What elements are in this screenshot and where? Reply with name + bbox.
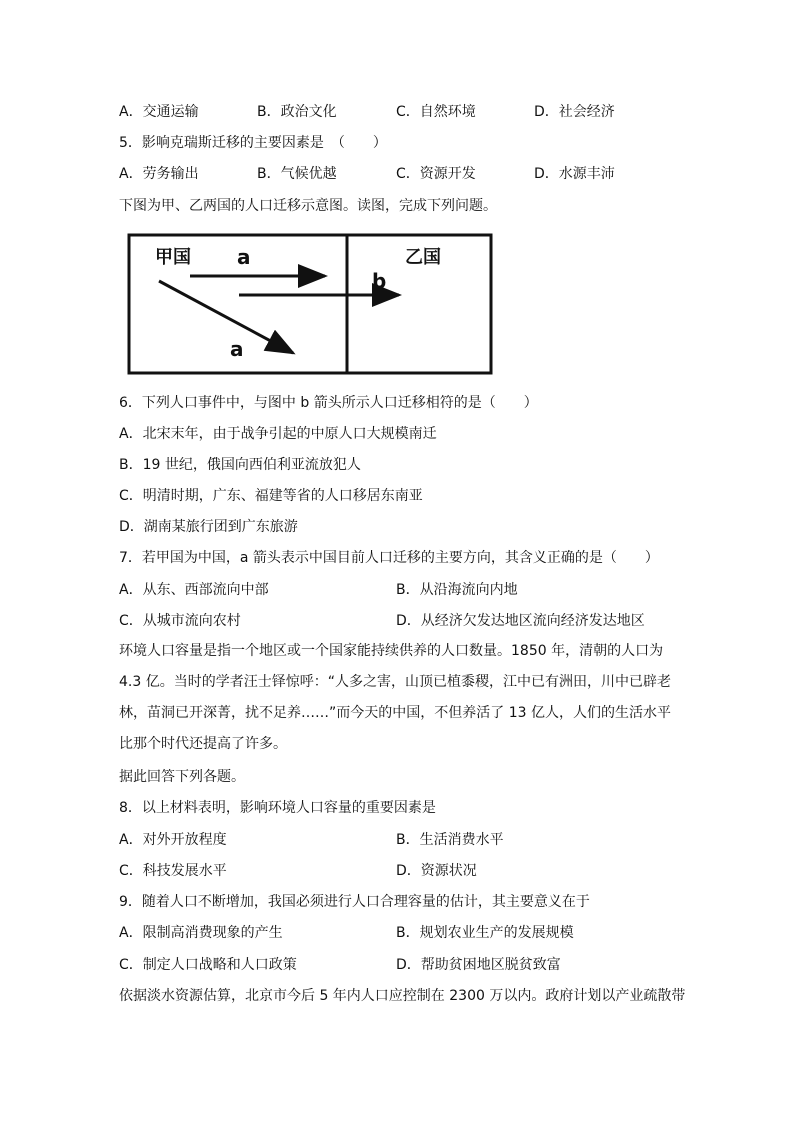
q7-option-c: C．从城市流向农村	[119, 613, 241, 629]
q4-option-c: C．自然环境	[396, 104, 476, 120]
q7-option-b: B．从沿海流向内地	[396, 582, 518, 598]
q8-stem: 8．以上材料表明，影响环境人口容量的重要因素是	[119, 800, 436, 816]
q6-stem: 6．下列人口事件中，与图中 b 箭头所示人口迁移相符的是（ ）	[119, 395, 538, 411]
diagram-intro: 下图为甲、乙两国的人口迁移示意图。读图，完成下列问题。	[119, 198, 497, 214]
q7-options-row1	[119, 580, 719, 600]
migration-diagram	[127, 232, 495, 378]
q5-option-d: D．水源丰沛	[534, 166, 615, 182]
q7-option-d: D．从经济欠发达地区流向经济发达地区	[396, 613, 645, 629]
q9-option-a: A．限制高消费现象的产生	[119, 925, 283, 941]
q8-option-a: A．对外开放程度	[119, 832, 227, 848]
q9-options-row2	[119, 955, 719, 975]
q7-option-a: A．从东、西部流向中部	[119, 582, 269, 598]
q4-option-d: D．社会经济	[534, 104, 615, 120]
q9-options-row1	[119, 923, 719, 943]
q8-options-row1	[119, 830, 719, 850]
q9-stem: 9．随着人口不断增加，我国必须进行人口合理容量的估计，其主要意义在于	[119, 894, 590, 910]
q4-option-a: A．交通运输	[119, 104, 199, 120]
q6-option-c: C．明清时期，广东、福建等省的人口移居东南亚	[119, 488, 423, 504]
q8-options-row2	[119, 861, 719, 881]
q9-option-c: C．制定人口战略和人口政策	[119, 957, 297, 973]
arrow-b-label: b	[372, 269, 387, 293]
q6-option-b: B．19 世纪，俄国向西伯利亚流放犯人	[119, 457, 361, 473]
last-line: 依据淡水资源估算，北京市今后 5 年内人口应控制在 2300 万以内。政府计划以产业疏散带	[119, 988, 686, 1004]
q7-stem: 7．若甲国为中国，a 箭头表示中国目前人口迁移的主要方向，其含义正确的是（ ）	[119, 550, 659, 566]
q5-stem: 5．影响克瑞斯迁移的主要因素是 （ ）	[119, 135, 387, 151]
arrow-a-bottom-label: a	[230, 337, 244, 361]
q5-option-a: A．劳务输出	[119, 166, 199, 182]
q5-options	[119, 164, 719, 184]
q6-option-a: A．北宋末年，由于战争引起的中原人口大规模南迁	[119, 426, 437, 442]
q8-option-b: B．生活消费水平	[396, 832, 504, 848]
q6-option-d: D．湖南某旅行团到广东旅游	[119, 519, 298, 535]
q4-options	[119, 102, 719, 122]
arrow-a-top-label: a	[237, 245, 251, 269]
q8-option-c: C．科技发展水平	[119, 863, 227, 879]
q4-option-b: B．政治文化	[257, 104, 337, 120]
q9-option-d: D．帮助贫困地区脱贫致富	[396, 957, 561, 973]
q5-option-c: C．资源开发	[396, 166, 476, 182]
q8-option-d: D．资源状况	[396, 863, 477, 879]
q9-option-b: B．规划农业生产的发展规模	[396, 925, 574, 941]
passage-prompt: 据此回答下列各题。	[119, 769, 245, 785]
country-yi-label: 乙国	[405, 247, 441, 268]
passage: 环境人口容量是指一个地区或一个国家能持续供养的人口数量。1850 年，清朝的人口为 4.3 亿。当时的学者汪士铎惊呼：“人多之害，山顶已植黍稷，江中已有洲田，川中已辟老林，苗洞已开深菁，扰不足养……”而今天的中国，不但养活了 13 亿人，人们的生活水平比那个时代还提高了许多。	[119, 643, 671, 752]
q7-options-row2	[119, 611, 719, 631]
q5-option-b: B．气候优越	[257, 166, 337, 182]
country-jia-label: 甲国	[155, 247, 191, 268]
